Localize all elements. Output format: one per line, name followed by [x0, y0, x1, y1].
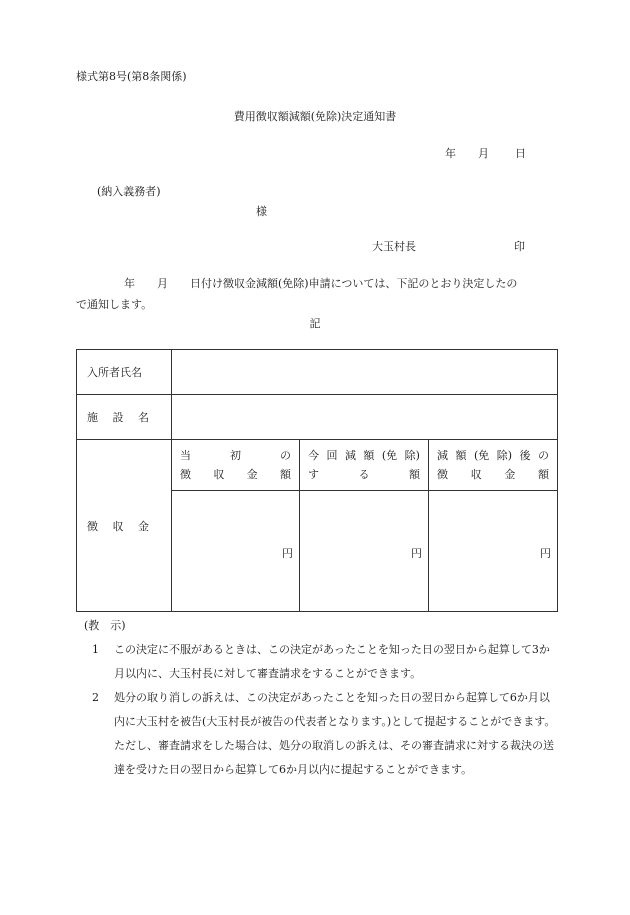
table-row: [77, 395, 558, 440]
column-header-char: 当: [180, 449, 191, 462]
note-text: 処分の取り消しの訴えは、この決定があったことを知った日の翌日から起算して6か月以内に大玉村を被告(大玉村長が被告の代表者となります。)として提起することができます。ただし、審査請求をした場合は、処分の取消しの訴えは、その審査請求に対する裁決の送達を受けた日の翌日から起算して6か月以内に提起することができます。: [114, 691, 556, 776]
column-header-char: 額: [279, 468, 291, 481]
column-header-char: の: [280, 449, 291, 462]
yen-unit-after: 円: [429, 491, 558, 612]
column-header-char: 今: [308, 449, 319, 462]
ki-mark: 記: [309, 317, 321, 330]
column-header-char: 減: [437, 449, 448, 462]
column-header-char: 除): [496, 449, 513, 462]
column-header-reduction: [300, 440, 429, 491]
body-line-1: 年 月 日付け徴収金減額(免除)申請については、下記のとおり決定したの: [124, 277, 518, 290]
collection-label-char: 金: [138, 519, 149, 533]
column-header-after: [429, 440, 558, 491]
column-header-char: す: [308, 468, 319, 481]
column-header-char: 収: [470, 468, 482, 481]
column-header-char: 額: [409, 468, 420, 481]
note-number: 1: [92, 643, 99, 656]
facility-label-char: 名: [138, 411, 149, 424]
facility-label-char: 施: [87, 411, 98, 424]
body-text: [76, 273, 554, 315]
column-header-char: 額: [363, 449, 375, 462]
collection-label-char: 徴: [87, 519, 98, 533]
table-row: [77, 440, 558, 491]
resident-name-field: [172, 350, 558, 395]
date-day: 日: [515, 147, 526, 160]
yen-unit-initial: 円: [172, 491, 300, 612]
column-header-char: 額: [538, 468, 550, 481]
note-text: この決定に不服があるときは、この決定があったことを知った日の翌日から起算して3か月以内に、大玉村長に対して審査請求をすることができます。: [114, 643, 550, 680]
resident-name-label: 入所者氏名: [77, 350, 172, 395]
document-title: 費用徴収額減額(免除)決定通知書: [233, 110, 397, 123]
note-number: 2: [92, 691, 99, 704]
column-header-char: (免: [473, 449, 490, 462]
date-month: 月: [478, 147, 489, 160]
collection-label-char: 収: [112, 519, 124, 533]
column-header-char: 額: [455, 449, 467, 462]
date-line: [445, 145, 526, 161]
column-header-char: 金: [246, 468, 258, 481]
note-item-1: [92, 638, 556, 686]
column-header-char: 初: [230, 449, 241, 462]
facility-field: [172, 395, 558, 440]
collection-label: [77, 440, 172, 612]
column-header-char: (免: [381, 449, 398, 462]
column-header-char: 徴: [180, 468, 191, 481]
column-header-char: る: [358, 468, 370, 481]
column-header-char: 減: [344, 449, 356, 462]
table-row: [77, 350, 558, 395]
column-header-char: 回: [326, 449, 338, 462]
column-header-char: 除): [404, 449, 420, 462]
honorific-sama: 様: [256, 205, 267, 218]
form-number: 様式第8号(第8条関係): [76, 70, 187, 83]
notes-heading: (教 示): [84, 619, 126, 632]
yen-unit-reduction: 円: [300, 491, 429, 612]
column-header-char: 金: [504, 468, 516, 481]
issuer-name: 大玉村長: [372, 240, 416, 253]
column-header-char: の: [538, 449, 550, 462]
column-header-char: 収: [213, 468, 225, 481]
column-header-char: 徴: [437, 468, 448, 481]
body-line-2: で通知します。: [76, 298, 153, 311]
amount-table: [76, 349, 558, 612]
seal-mark: 印: [514, 240, 525, 253]
date-year: 年: [445, 147, 456, 160]
column-header-char: 後: [519, 449, 531, 462]
column-header-initial: [172, 440, 300, 491]
facility-label: [77, 395, 172, 440]
facility-label-char: 設: [112, 411, 124, 424]
payer-label: (納入義務者): [97, 185, 161, 198]
note-item-2: [92, 686, 556, 782]
